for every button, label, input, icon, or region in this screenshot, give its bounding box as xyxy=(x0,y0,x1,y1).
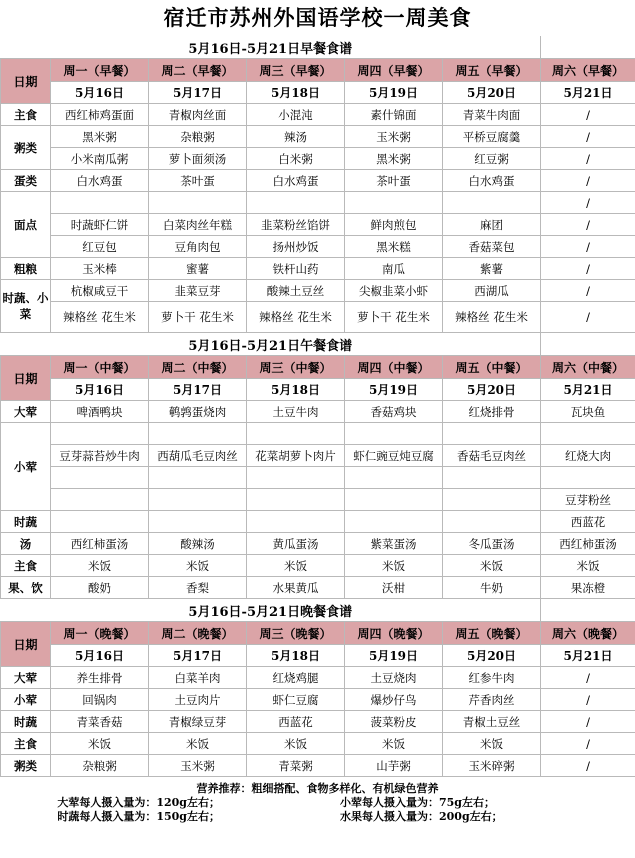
menu-cell: 紫菜蛋汤 xyxy=(345,533,443,555)
table-row xyxy=(1,356,635,379)
menu-cell: 酸奶 xyxy=(51,577,149,599)
menu-cell: 米饭 xyxy=(51,733,149,755)
menu-cell: 茶叶蛋 xyxy=(149,170,247,192)
menu-cell xyxy=(51,511,149,533)
menu-cell: 小混沌 xyxy=(247,104,345,126)
menu-cell: 西湖瓜 xyxy=(443,280,541,302)
menu-cell: / xyxy=(541,126,635,148)
menu-cell: 时蔬虾仁饼 xyxy=(51,214,149,236)
menu-cell: 白水鸡蛋 xyxy=(443,170,541,192)
date-label: 日期 xyxy=(1,356,51,401)
menu-cell xyxy=(51,489,149,511)
nutrition-recommendation: 营养推荐：粗细搭配、食物多样化、有机绿色营养 xyxy=(196,782,439,795)
menu-cell: / xyxy=(541,104,635,126)
table-row xyxy=(1,36,635,59)
menu-cell xyxy=(247,467,345,489)
table-row xyxy=(1,445,635,467)
menu-cell: 西蓝花 xyxy=(541,511,635,533)
menu-cell: 菠菜粉皮 xyxy=(345,711,443,733)
row-label: 小荤 xyxy=(1,423,51,511)
table-row xyxy=(1,423,635,445)
date-cell: 5月19日 xyxy=(345,379,443,401)
table-row xyxy=(1,333,635,356)
table-row xyxy=(1,711,635,733)
menu-cell: 米饭 xyxy=(443,733,541,755)
menu-cell: 辣格丝 花生米 xyxy=(443,302,541,333)
day-header: 周五（早餐） xyxy=(443,59,541,82)
date-cell: 5月17日 xyxy=(149,645,247,667)
menu-cell: 紫薯 xyxy=(443,258,541,280)
menu-cell: / xyxy=(541,258,635,280)
row-label: 大荤 xyxy=(1,401,51,423)
table-row xyxy=(1,689,635,711)
menu-cell xyxy=(345,467,443,489)
menu-cell: 虾仁豌豆炖豆腐 xyxy=(345,445,443,467)
table-row xyxy=(1,126,635,148)
table-row xyxy=(1,192,635,214)
row-label: 粗粮 xyxy=(1,258,51,280)
row-label: 主食 xyxy=(1,104,51,126)
day-header: 周三（晚餐） xyxy=(247,622,345,645)
date-label: 日期 xyxy=(1,59,51,104)
menu-cell xyxy=(443,467,541,489)
section-heading-blank xyxy=(541,36,635,59)
day-header: 周三（中餐） xyxy=(247,356,345,379)
row-label: 主食 xyxy=(1,555,51,577)
menu-cell xyxy=(149,192,247,214)
row-label: 主食 xyxy=(1,733,51,755)
day-header: 周四（晚餐） xyxy=(345,622,443,645)
menu-cell: 花菜胡萝卜肉片 xyxy=(247,445,345,467)
vegetable-intake: 时蔬每人摄入量为：150g左右； xyxy=(57,810,220,823)
day-header: 周一（晚餐） xyxy=(51,622,149,645)
menu-cell: 黑米粥 xyxy=(345,148,443,170)
menu-cell: 西红柿蛋汤 xyxy=(51,533,149,555)
table-row xyxy=(1,280,635,302)
menu-cell xyxy=(541,467,635,489)
section-heading: 5月16日-5月21日午餐食谱 xyxy=(1,333,541,356)
menu-cell: 平桥豆腐羹 xyxy=(443,126,541,148)
day-header: 周三（早餐） xyxy=(247,59,345,82)
big-meat-intake: 大荤每人摄入量为：120g左右； xyxy=(57,796,220,809)
menu-cell: 铁杆山药 xyxy=(247,258,345,280)
table-row xyxy=(1,489,635,511)
menu-cell: 爆炒仔鸟 xyxy=(345,689,443,711)
menu-cell xyxy=(345,192,443,214)
menu-cell: 素什锦面 xyxy=(345,104,443,126)
menu-cell: 水果黄瓜 xyxy=(247,577,345,599)
menu-cell: 青菜香菇 xyxy=(51,711,149,733)
table-row xyxy=(1,170,635,192)
menu-cell: 红豆粥 xyxy=(443,148,541,170)
menu-cell: 黑米糕 xyxy=(345,236,443,258)
row-label: 蛋类 xyxy=(1,170,51,192)
fruit-intake: 水果每人摄入量为：200g左右； xyxy=(340,810,503,823)
menu-cell: / xyxy=(541,236,635,258)
menu-cell: 红烧大肉 xyxy=(541,445,635,467)
menu-cell: / xyxy=(541,192,635,214)
date-cell: 5月17日 xyxy=(149,82,247,104)
menu-cell xyxy=(247,511,345,533)
menu-cell: / xyxy=(541,170,635,192)
menu-cell: 回锅肉 xyxy=(51,689,149,711)
menu-cell: 青菜粥 xyxy=(247,755,345,777)
menu-cell: 萝卜干 花生米 xyxy=(149,302,247,333)
menu-cell: 红豆包 xyxy=(51,236,149,258)
menu-cell: 豆芽粉丝 xyxy=(541,489,635,511)
menu-cell: / xyxy=(541,667,635,689)
menu-cell: 西红柿鸡蛋面 xyxy=(51,104,149,126)
day-header: 周六（中餐） xyxy=(541,356,635,379)
menu-cell: 玉米碎粥 xyxy=(443,755,541,777)
menu-cell: 香菇菜包 xyxy=(443,236,541,258)
menu-cell xyxy=(51,467,149,489)
day-header: 周六（早餐） xyxy=(541,59,635,82)
menu-cell: 米饭 xyxy=(149,555,247,577)
menu-cell xyxy=(443,423,541,445)
menu-cell xyxy=(443,511,541,533)
row-label: 小荤 xyxy=(1,689,51,711)
menu-cell: / xyxy=(541,733,635,755)
menu-cell xyxy=(149,423,247,445)
row-label: 汤 xyxy=(1,533,51,555)
day-header: 周一（中餐） xyxy=(51,356,149,379)
menu-cell: / xyxy=(541,214,635,236)
section-heading: 5月16日-5月21日晚餐食谱 xyxy=(1,599,541,622)
menu-cell: 土豆牛肉 xyxy=(247,401,345,423)
menu-cell: 果冻橙 xyxy=(541,577,635,599)
day-header: 周四（中餐） xyxy=(345,356,443,379)
menu-cell: 蜜薯 xyxy=(149,258,247,280)
menu-cell: 青椒土豆丝 xyxy=(443,711,541,733)
menu-cell: / xyxy=(541,148,635,170)
menu-cell: 山芋粥 xyxy=(345,755,443,777)
table-row xyxy=(1,622,635,645)
date-cell: 5月20日 xyxy=(443,645,541,667)
menu-cell xyxy=(345,489,443,511)
menu-cell xyxy=(51,192,149,214)
day-header: 周五（晚餐） xyxy=(443,622,541,645)
menu-cell: 冬瓜蛋汤 xyxy=(443,533,541,555)
date-cell: 5月16日 xyxy=(51,82,149,104)
menu-cell: 玉米棒 xyxy=(51,258,149,280)
date-cell: 5月21日 xyxy=(541,82,635,104)
table-row xyxy=(1,148,635,170)
menu-cell: 沃柑 xyxy=(345,577,443,599)
menu-cell: 西葫瓜毛豆肉丝 xyxy=(149,445,247,467)
day-header: 周六（晚餐） xyxy=(541,622,635,645)
menu-cell: 香菇鸡块 xyxy=(345,401,443,423)
weekly-menu-table xyxy=(0,36,635,777)
menu-cell: 玉米粥 xyxy=(345,126,443,148)
menu-cell xyxy=(345,511,443,533)
section-heading: 5月16日-5月21日早餐食谱 xyxy=(1,36,541,59)
menu-cell: 白水鸡蛋 xyxy=(247,170,345,192)
table-row xyxy=(1,467,635,489)
menu-cell: 青菜牛肉面 xyxy=(443,104,541,126)
menu-cell: 杂粮粥 xyxy=(51,755,149,777)
date-cell: 5月18日 xyxy=(247,645,345,667)
table-row xyxy=(1,82,635,104)
menu-cell: 养生排骨 xyxy=(51,667,149,689)
day-header: 周一（早餐） xyxy=(51,59,149,82)
menu-cell: 白米粥 xyxy=(247,148,345,170)
menu-cell: 香梨 xyxy=(149,577,247,599)
row-label: 时蔬 xyxy=(1,711,51,733)
table-row xyxy=(1,667,635,689)
date-cell: 5月16日 xyxy=(51,379,149,401)
menu-cell xyxy=(247,423,345,445)
menu-cell: / xyxy=(541,689,635,711)
menu-cell: 白菜肉丝年糕 xyxy=(149,214,247,236)
small-meat-intake: 小荤每人摄入量为：75g左右； xyxy=(340,796,495,809)
menu-cell: 米饭 xyxy=(247,555,345,577)
menu-cell: 扬州炒饭 xyxy=(247,236,345,258)
menu-cell: 鲜肉煎包 xyxy=(345,214,443,236)
date-cell: 5月19日 xyxy=(345,645,443,667)
menu-cell xyxy=(149,489,247,511)
menu-cell: 麻团 xyxy=(443,214,541,236)
table-row xyxy=(1,599,635,622)
menu-cell: 黑米粥 xyxy=(51,126,149,148)
date-cell: 5月21日 xyxy=(541,645,635,667)
date-cell: 5月18日 xyxy=(247,379,345,401)
date-cell: 5月21日 xyxy=(541,379,635,401)
menu-cell: 豆角肉包 xyxy=(149,236,247,258)
row-label: 粥类 xyxy=(1,126,51,170)
menu-cell: 牛奶 xyxy=(443,577,541,599)
table-row xyxy=(1,59,635,82)
day-header: 周五（中餐） xyxy=(443,356,541,379)
menu-cell xyxy=(443,489,541,511)
menu-cell: 啤酒鸭块 xyxy=(51,401,149,423)
menu-cell: 青椒绿豆芽 xyxy=(149,711,247,733)
menu-cell: 米饭 xyxy=(345,555,443,577)
menu-cell: 玉米粥 xyxy=(149,755,247,777)
table-row xyxy=(1,236,635,258)
menu-cell: 瓦块鱼 xyxy=(541,401,635,423)
date-label: 日期 xyxy=(1,622,51,667)
day-header: 周四（早餐） xyxy=(345,59,443,82)
menu-cell: 米饭 xyxy=(149,733,247,755)
table-row xyxy=(1,645,635,667)
menu-cell: / xyxy=(541,755,635,777)
menu-cell: 杂粮粥 xyxy=(149,126,247,148)
menu-cell: 酸辣汤 xyxy=(149,533,247,555)
day-header: 周二（早餐） xyxy=(149,59,247,82)
menu-cell: 西蓝花 xyxy=(247,711,345,733)
menu-cell: 米饭 xyxy=(541,555,635,577)
menu-cell: 尖椒韭菜小虾 xyxy=(345,280,443,302)
menu-cell xyxy=(443,192,541,214)
menu-cell: 米饭 xyxy=(247,733,345,755)
date-cell: 5月16日 xyxy=(51,645,149,667)
menu-cell: 豆芽蒜苔炒牛肉 xyxy=(51,445,149,467)
menu-cell: 土豆烧肉 xyxy=(345,667,443,689)
menu-cell: 米饭 xyxy=(443,555,541,577)
day-header: 周二（晚餐） xyxy=(149,622,247,645)
day-header: 周二（中餐） xyxy=(149,356,247,379)
menu-cell: 韭菜豆芽 xyxy=(149,280,247,302)
menu-cell xyxy=(51,423,149,445)
menu-cell xyxy=(541,423,635,445)
menu-cell xyxy=(247,489,345,511)
menu-cell: 杭椒咸豆干 xyxy=(51,280,149,302)
menu-cell xyxy=(345,423,443,445)
row-label: 时蔬、小菜 xyxy=(1,280,51,333)
menu-cell: 辣格丝 花生米 xyxy=(51,302,149,333)
menu-cell: 辣格丝 花生米 xyxy=(247,302,345,333)
menu-cell: / xyxy=(541,302,635,333)
menu-cell: / xyxy=(541,280,635,302)
table-row xyxy=(1,401,635,423)
menu-cell xyxy=(149,467,247,489)
table-row xyxy=(1,533,635,555)
menu-cell: 米饭 xyxy=(345,733,443,755)
menu-cell: 酸辣土豆丝 xyxy=(247,280,345,302)
table-row xyxy=(1,755,635,777)
menu-cell: 红烧排骨 xyxy=(443,401,541,423)
row-label: 粥类 xyxy=(1,755,51,777)
section-heading-blank xyxy=(541,333,635,356)
date-cell: 5月20日 xyxy=(443,379,541,401)
row-label: 大荤 xyxy=(1,667,51,689)
date-cell: 5月20日 xyxy=(443,82,541,104)
menu-cell: 辣汤 xyxy=(247,126,345,148)
menu-cell: 鹌鹑蛋烧肉 xyxy=(149,401,247,423)
menu-cell: 香菇毛豆肉丝 xyxy=(443,445,541,467)
menu-cell: 红参牛肉 xyxy=(443,667,541,689)
menu-cell: / xyxy=(541,711,635,733)
menu-cell: 小米南瓜粥 xyxy=(51,148,149,170)
menu-cell: 韭菜粉丝馅饼 xyxy=(247,214,345,236)
table-row xyxy=(1,302,635,333)
menu-cell: 红烧鸡腿 xyxy=(247,667,345,689)
date-cell: 5月19日 xyxy=(345,82,443,104)
menu-cell: 米饭 xyxy=(51,555,149,577)
row-label: 果、饮 xyxy=(1,577,51,599)
table-row xyxy=(1,733,635,755)
page-title: 宿迁市苏州外国语学校一周美食 xyxy=(163,5,472,30)
menu-cell: 南瓜 xyxy=(345,258,443,280)
menu-cell: 青椒肉丝面 xyxy=(149,104,247,126)
date-cell: 5月18日 xyxy=(247,82,345,104)
row-label: 时蔬 xyxy=(1,511,51,533)
menu-cell: 萝卜干 花生米 xyxy=(345,302,443,333)
menu-cell: 黄瓜蛋汤 xyxy=(247,533,345,555)
table-row xyxy=(1,577,635,599)
menu-cell: 芹香肉丝 xyxy=(443,689,541,711)
table-row xyxy=(1,258,635,280)
menu-cell: 虾仁豆腐 xyxy=(247,689,345,711)
date-cell: 5月17日 xyxy=(149,379,247,401)
table-row xyxy=(1,214,635,236)
menu-cell: 茶叶蛋 xyxy=(345,170,443,192)
menu-cell: 萝卜面须汤 xyxy=(149,148,247,170)
section-heading-blank xyxy=(541,599,635,622)
menu-cell xyxy=(247,192,345,214)
table-row xyxy=(1,379,635,401)
menu-cell: 土豆肉片 xyxy=(149,689,247,711)
menu-cell: 白菜羊肉 xyxy=(149,667,247,689)
table-row xyxy=(1,104,635,126)
row-label: 面点 xyxy=(1,192,51,258)
menu-cell: 西红柿蛋汤 xyxy=(541,533,635,555)
table-row xyxy=(1,511,635,533)
menu-cell: 白水鸡蛋 xyxy=(51,170,149,192)
menu-cell xyxy=(149,511,247,533)
nutrition-footer xyxy=(0,777,635,824)
table-row xyxy=(1,555,635,577)
